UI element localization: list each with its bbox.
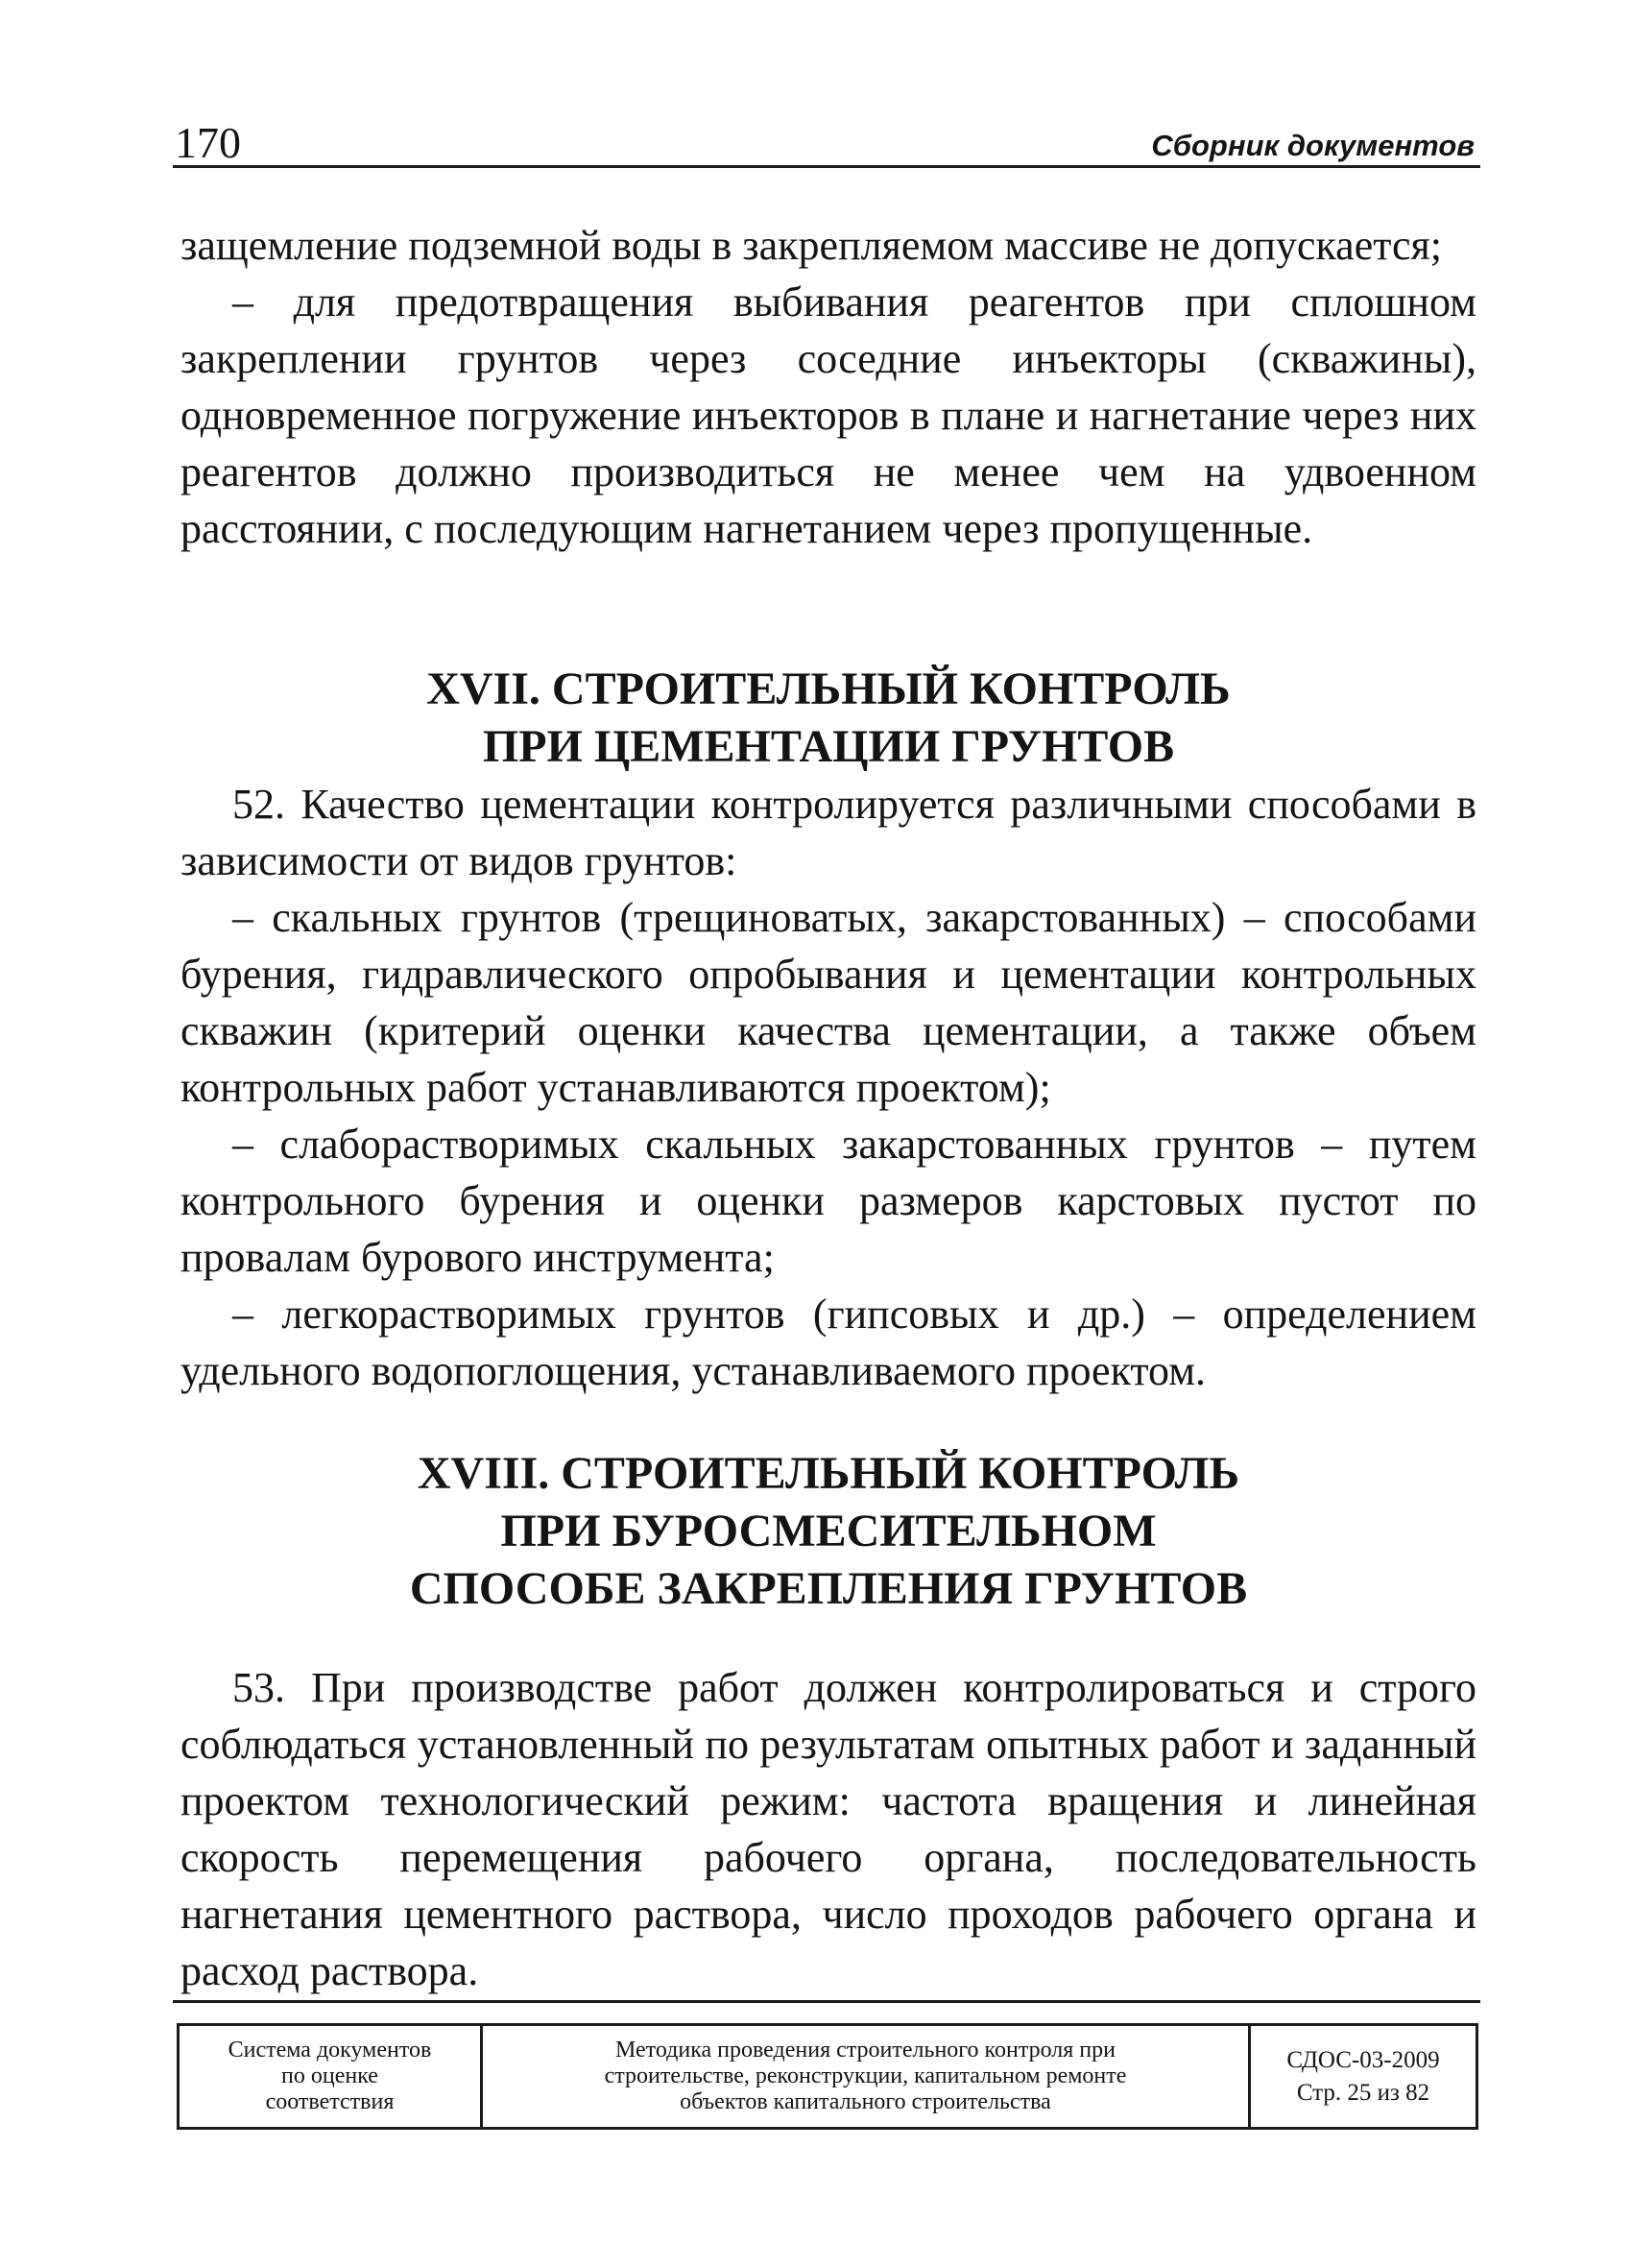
paragraph-53: 53. При производстве работ должен контролироваться и строго соблюдаться установленный по результатам опытных работ и заданный проектом технологический режим: частота вращения и линейная скорость перемещения рабочего органа, последовательность нагнетания цементного раствора, число проходов рабочего органа и расход раствора.	[180, 1664, 1476, 1994]
footer-stamp-table	[177, 2023, 1478, 2130]
footer-system-line-1: Система документов	[228, 2038, 432, 2063]
section-17-item-2: – слаборастворимых скальных закарстованных грунтов – путем контрольного бурения и оценки размеров карстовых пустот по провалам бурового инструмента;	[180, 1121, 1476, 1281]
intro-paragraph-2: – для предотвращения выбивания реагентов при сплошном закреплении грунтов через соседние инъекторы (скважины), одновременное погружение инъекторов в плане и нагнетание через них реагентов должно производиться не менее чем на удвоенном расстоянии, с последующим нагнетанием через пропущенные.	[180, 278, 1476, 552]
footer-system-line-2: по оценке	[281, 2063, 378, 2088]
section-17-item-3: – легкорастворимых грунтов (гипсовых и др.) – определением удельного водопоглощения, устанавливаемого проектом.	[180, 1291, 1476, 1394]
page-number: 170	[175, 118, 241, 167]
footer-code-cell	[1251, 2026, 1476, 2127]
footer-method-line-1: Методика проведения строительного контроля при	[614, 2038, 1116, 2063]
intro-paragraph-1: защемление подземной воды в закрепляемом массиве не допускается;	[180, 222, 1442, 269]
section-17-title	[180, 661, 1476, 776]
section-18-title-line-2: ПРИ БУРОСМЕСИТЕЛЬНОМ	[500, 1506, 1157, 1556]
section-18-body	[180, 1659, 1476, 1999]
page-header	[173, 117, 1480, 168]
section-18-title-line-1: XVIII. СТРОИТЕЛЬНЫЙ КОНТРОЛЬ	[417, 1448, 1240, 1499]
section-17-body	[180, 776, 1476, 1399]
footer-divider	[173, 2000, 1480, 2003]
footer-method-cell	[483, 2026, 1251, 2127]
section-18-title-line-3: СПОСОБЕ ЗАКРЕПЛЕНИЯ ГРУНТОВ	[409, 1563, 1248, 1614]
footer-doc-code: СДОС-03-2009	[1286, 2046, 1440, 2073]
paragraph-52: 52. Качество цементации контролируется различными способами в зависимости от видов грунтов:	[180, 781, 1476, 884]
section-17-title-line-1: XVII. СТРОИТЕЛЬНЫЙ КОНТРОЛЬ	[426, 664, 1231, 714]
section-17-item-1: – скальных грунтов (трещиноватых, закарстованных) – способами бурения, гидравлического опробывания и цементации контрольных скважин (критерий оценки качества цементации, а также объем контрольных работ устанавливаются проектом);	[180, 894, 1476, 1111]
section-18-title	[180, 1445, 1476, 1618]
footer-method-line-3: объектов капитального строительства	[680, 2089, 1051, 2114]
collection-title: Сборник документов	[1151, 129, 1475, 162]
footer-system-line-3: соответствия	[265, 2089, 395, 2114]
footer-system-cell	[180, 2026, 483, 2127]
intro-text	[180, 217, 1476, 557]
section-17-title-line-2: ПРИ ЦЕМЕНТАЦИИ ГРУНТОВ	[482, 721, 1175, 772]
footer-page-ref: Стр. 25 из 82	[1296, 2079, 1430, 2106]
footer-method-line-2: строительстве, реконструкции, капитальном ремонте	[604, 2063, 1127, 2088]
